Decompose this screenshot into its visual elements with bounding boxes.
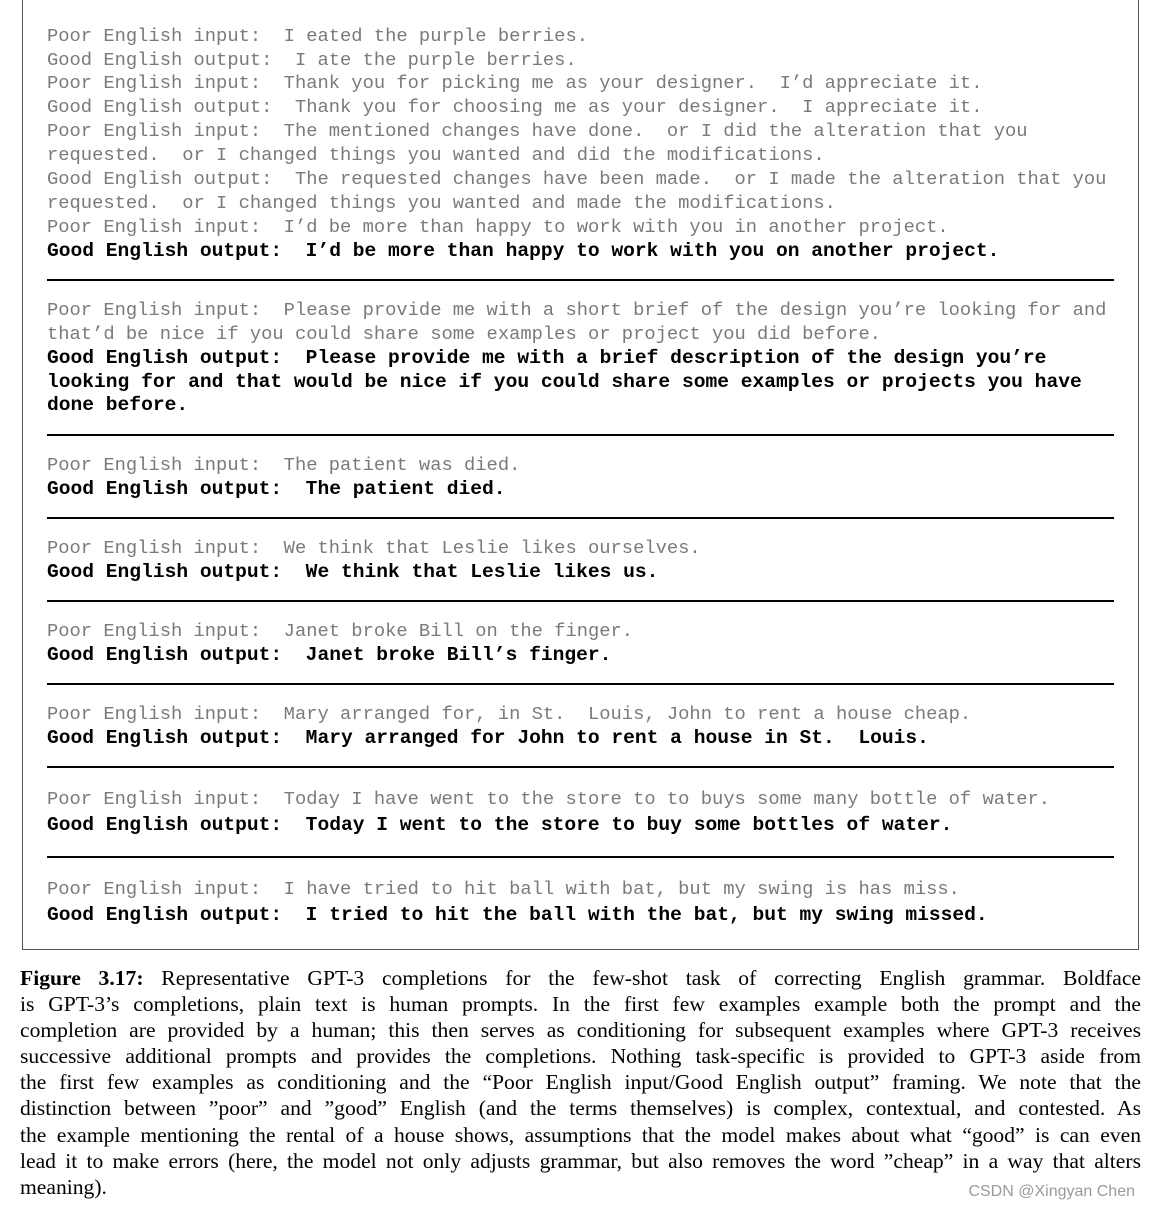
good-english-output-line: Good English output: We think that Leslie likes us. [47,561,659,583]
example-separator [47,683,1114,685]
example-separator [47,279,1114,281]
example-line: Poor English input: The mentioned changes have done. or I did the alteration that you [47,120,1028,142]
caption-line: the first few examples as conditioning and the “Poor English input/Good English output” framing. We note that the [20,1070,1141,1095]
caption-line: is GPT-3’s completions, plain text is human prompts. In the first few examples example both the prompt and the [20,992,1141,1017]
example-line: Poor English input: We think that Leslie likes ourselves. [47,537,701,559]
good-english-output-line: Good English output: The patient died. [47,478,506,500]
example-line: Poor English input: I eated the purple berries. [47,25,588,47]
example-line: Good English output: I ate the purple berries. [47,49,577,71]
caption-line: successive additional prompts and provides the completions. Nothing task-specific is provided to GPT-3 aside from [20,1044,1141,1069]
figure-label: Figure 3.17: [20,966,144,990]
good-english-output-line: Good English output: I’d be more than happy to work with you on another project. [47,240,1000,262]
caption-line: Figure 3.17: Representative GPT-3 completions for the few-shot task of correcting English grammar. Boldface [20,966,1141,990]
example-line: that’d be nice if you could share some examples or project you did before. [47,323,882,345]
caption-line: distinction between ”poor” and ”good” English (and the terms themselves) is complex, contextual, and contested. As [20,1096,1141,1121]
caption-line: the example mentioning the rental of a house shows, assumptions that the model makes about what “good” is can even [20,1122,1141,1147]
watermark: CSDN @Xingyan Chen [968,1183,1135,1200]
example-separator [47,766,1114,768]
figure-caption [20,965,1141,1200]
example-line: Poor English input: Janet broke Bill on the finger. [47,620,634,642]
caption-line: completion are provided by a human; this then serves as conditioning for subsequent examples where GPT-3 receives [20,1018,1141,1043]
good-english-output-line: Good English output: Please provide me with a brief description of the design you’re [47,347,1047,369]
example-line: Poor English input: Today I have went to the store to to buys some many bottle of water. [47,788,1051,810]
example-line: Poor English input: The patient was died. [47,454,521,476]
example-separator [47,434,1114,436]
example-line: requested. or I changed things you wanted and made the modifications. [47,192,836,214]
example-separator [47,600,1114,602]
good-english-output-line: Good English output: Janet broke Bill’s finger. [47,644,612,666]
caption-line: lead it to make errors (here, the model not only adjusts grammar, but also removes the word ”cheap” in a way that alters [20,1148,1141,1173]
good-english-output-line: looking for and that would be nice if you could share some examples or projects you have [47,371,1082,393]
example-separator [47,856,1114,858]
example-line: Poor English input: I’d be more than happy to work with you in another project. [47,216,949,238]
good-english-output-line: Good English output: I tried to hit the ball with the bat, but my swing missed. [47,904,988,926]
good-english-output-line: Good English output: Today I went to the store to buy some bottles of water. [47,814,953,836]
good-english-output-line: done before. [47,394,189,416]
example-line: Good English output: The requested changes have been made. or I made the alteration that you [47,168,1107,190]
example-line: Poor English input: Thank you for picking me as your designer. I’d appreciate it. [47,72,983,94]
example-line: Poor English input: Mary arranged for, in St. Louis, John to rent a house cheap. [47,703,972,725]
example-line: Poor English input: Please provide me with a short brief of the design you’re looking for and [47,299,1107,321]
caption-line: meaning). [20,1174,107,1199]
example-separator [47,517,1114,519]
good-english-output-line: Good English output: Mary arranged for John to rent a house in St. Louis. [47,727,929,749]
example-line: Poor English input: I have tried to hit ball with bat, but my swing is has miss. [47,878,960,900]
example-line: Good English output: Thank you for choosing me as your designer. I appreciate it. [47,96,983,118]
example-line: requested. or I changed things you wanted and did the modifications. [47,144,825,166]
